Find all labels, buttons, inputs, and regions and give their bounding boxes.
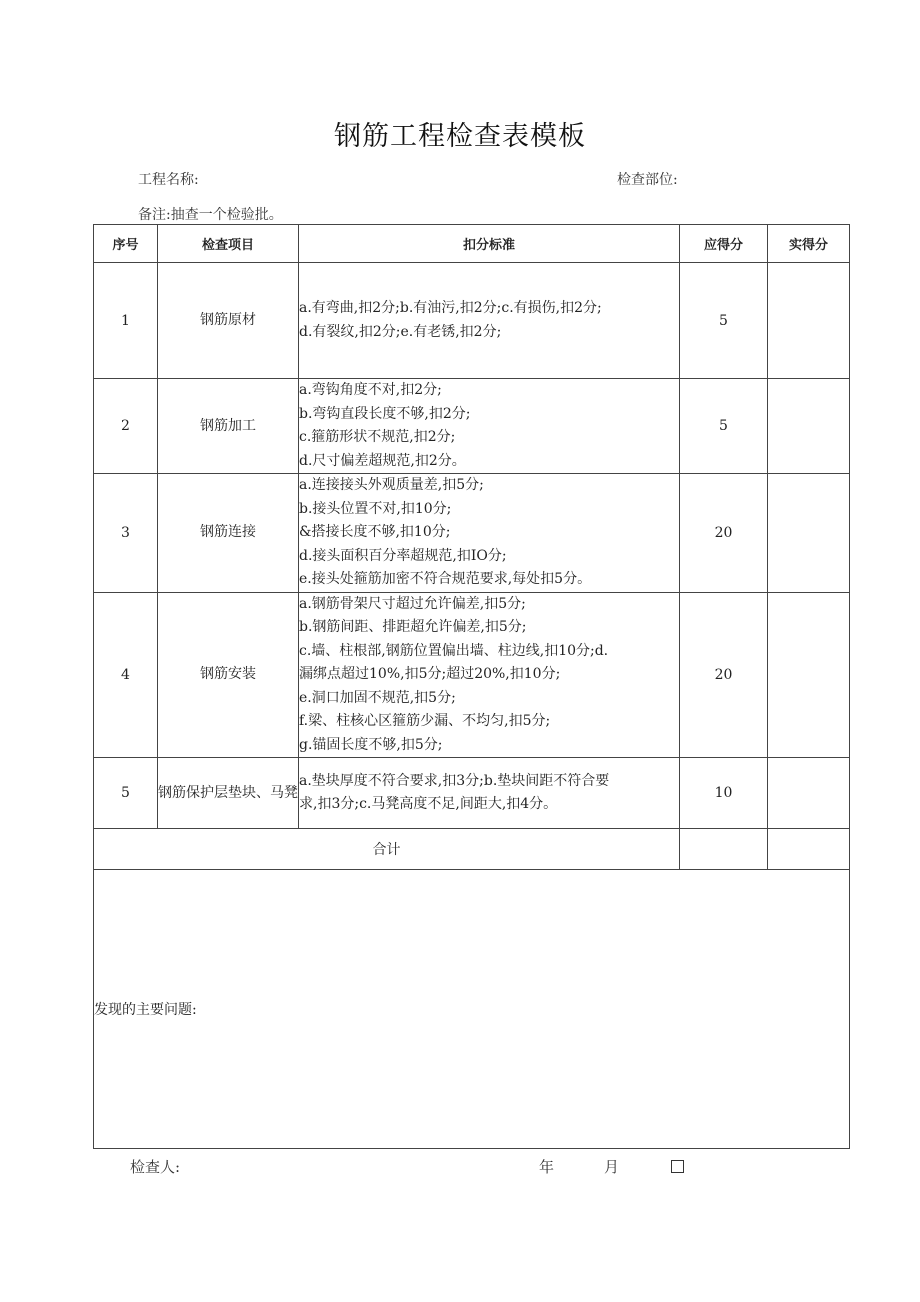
table-row bbox=[94, 474, 850, 593]
criteria-line: d.尺寸偏差超规范,扣2分。 bbox=[299, 452, 466, 469]
table-row bbox=[94, 592, 850, 758]
table-row bbox=[94, 758, 850, 829]
criteria-line: b.弯钩直段长度不够,扣2分; bbox=[299, 405, 471, 422]
month-label: 月 bbox=[604, 1158, 620, 1176]
row-criteria bbox=[299, 474, 680, 593]
inspection-table bbox=[93, 224, 850, 1149]
row-no: 1 bbox=[94, 263, 158, 379]
row-actual-score[interactable] bbox=[768, 474, 850, 593]
page-title: 钢筋工程检查表模板 bbox=[334, 121, 586, 152]
project-name-label: 工程名称: bbox=[138, 172, 199, 188]
inspection-part-label: 检查部位: bbox=[617, 172, 678, 188]
row-item: 钢筋连接 bbox=[158, 474, 299, 593]
row-actual-score[interactable] bbox=[768, 379, 850, 474]
header-item: 检查项目 bbox=[158, 225, 299, 263]
header-actual: 实得分 bbox=[768, 225, 850, 263]
header-no: 序号 bbox=[94, 225, 158, 263]
row-item: 钢筋加工 bbox=[158, 379, 299, 474]
header-score: 应得分 bbox=[680, 225, 768, 263]
criteria-line: e.接头处箍筋加密不符合规范要求,每处扣5分。 bbox=[299, 571, 592, 587]
criteria-line: c.墙、柱根部,钢筋位置偏出墙、柱边线,扣10分;d. bbox=[299, 642, 609, 659]
criteria-line: 漏绑点超过10%,扣5分;超过20%,扣10分; bbox=[299, 666, 561, 682]
row-item: 钢筋保护层垫块、马凳 bbox=[158, 758, 299, 829]
total-score bbox=[680, 829, 768, 870]
row-no: 3 bbox=[94, 474, 158, 593]
row-item: 钢筋安装 bbox=[158, 592, 299, 758]
criteria-line: f.梁、柱核心区箍筋少漏、不均匀,扣5分; bbox=[299, 713, 551, 729]
row-no: 5 bbox=[94, 758, 158, 829]
criteria-line: e.洞口加固不规范,扣5分; bbox=[299, 689, 456, 706]
row-item: 钢筋原材 bbox=[158, 263, 299, 379]
row-no: 2 bbox=[94, 379, 158, 474]
criteria-line: &搭接长度不够,扣10分; bbox=[299, 524, 451, 540]
row-criteria bbox=[299, 592, 680, 758]
criteria-line: d.有裂纹,扣2分;e.有老锈,扣2分; bbox=[299, 323, 502, 340]
header-criteria: 扣分标准 bbox=[299, 225, 680, 263]
notes-row bbox=[94, 870, 850, 1149]
criteria-line: a.连接接头外观质量差,扣5分; bbox=[299, 477, 484, 493]
row-no: 4 bbox=[94, 592, 158, 758]
criteria-line: c.箍筋形状不规范,扣2分; bbox=[299, 429, 456, 445]
criteria-line: g.锚固长度不够,扣5分; bbox=[299, 736, 443, 753]
row-score: 20 bbox=[680, 474, 768, 593]
total-actual-score[interactable] bbox=[768, 829, 850, 870]
row-score: 5 bbox=[680, 263, 768, 379]
row-score: 10 bbox=[680, 758, 768, 829]
row-criteria bbox=[299, 263, 680, 379]
row-criteria bbox=[299, 379, 680, 474]
row-criteria bbox=[299, 758, 680, 829]
criteria-line: d.接头面积百分率超规范,扣IO分; bbox=[299, 547, 507, 564]
day-box-icon bbox=[671, 1158, 684, 1176]
row-actual-score[interactable] bbox=[768, 263, 850, 379]
header-row bbox=[94, 225, 850, 263]
row-score: 5 bbox=[680, 379, 768, 474]
notes-area[interactable] bbox=[94, 870, 850, 1149]
criteria-line: a.弯钩角度不对,扣2分; bbox=[299, 382, 442, 398]
table-row bbox=[94, 379, 850, 474]
criteria-line: b.钢筋间距、排距超允许偏差,扣5分; bbox=[299, 619, 527, 635]
remark-text: 备注:抽查一个检验批。 bbox=[138, 207, 283, 223]
year-label: 年 bbox=[539, 1158, 555, 1176]
row-score: 20 bbox=[680, 592, 768, 758]
total-label: 合计 bbox=[94, 829, 680, 870]
row-actual-score[interactable] bbox=[768, 758, 850, 829]
notes-label: 发现的主要问题: bbox=[94, 1002, 197, 1018]
criteria-line: a.有弯曲,扣2分;b.有油污,扣2分;c.有损伤,扣2分; bbox=[299, 300, 602, 316]
total-row bbox=[94, 829, 850, 870]
inspector-label: 检查人: bbox=[130, 1158, 181, 1176]
table-row bbox=[94, 263, 850, 379]
criteria-line: a.钢筋骨架尺寸超过允许偏差,扣5分; bbox=[299, 595, 526, 612]
row-actual-score[interactable] bbox=[768, 592, 850, 758]
criteria-line: 求,扣3分;c.马凳高度不足,间距大,扣4分。 bbox=[299, 796, 558, 812]
criteria-line: b.接头位置不对,扣10分; bbox=[299, 500, 452, 517]
criteria-line: a.垫块厚度不符合要求,扣3分;b.垫块间距不符合要 bbox=[299, 772, 610, 789]
